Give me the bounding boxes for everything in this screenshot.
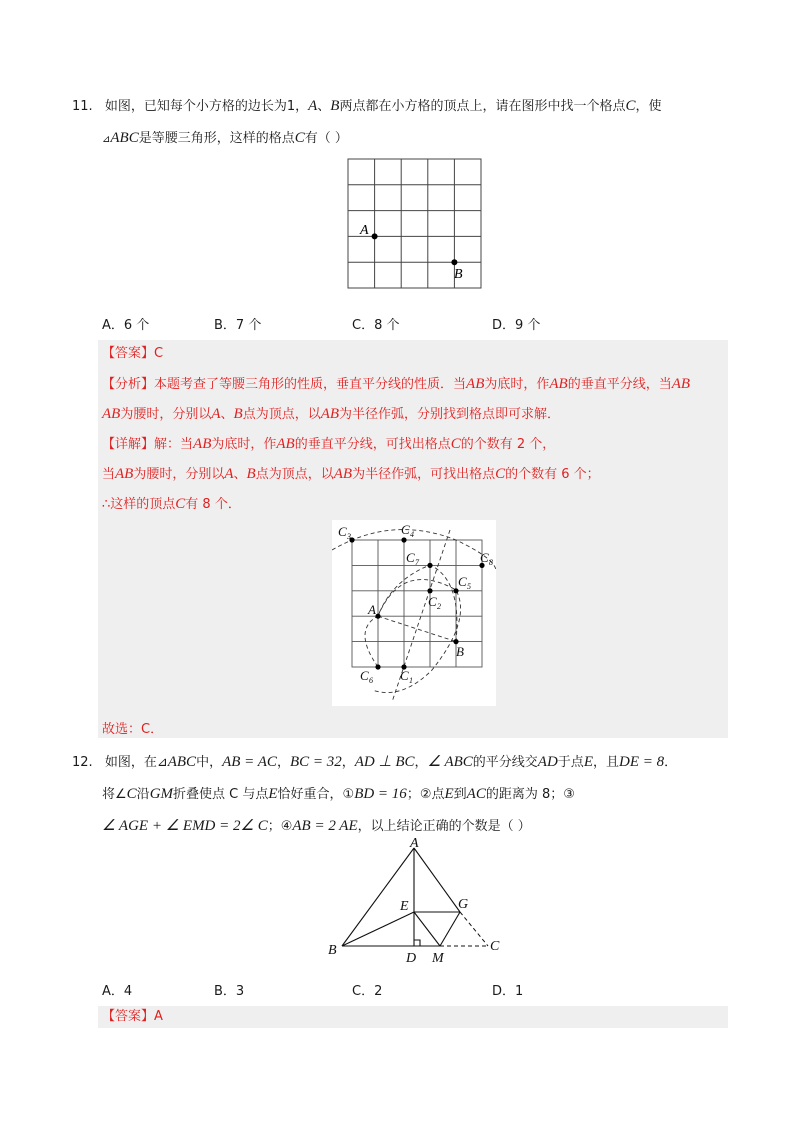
segment-ab: AB xyxy=(320,406,340,422)
segment-gm: GM xyxy=(149,786,174,802)
detail-tag: 【详解】 xyxy=(102,437,155,452)
sub-4: 4 xyxy=(410,530,414,539)
q11-text: 有（ ） xyxy=(304,131,348,146)
q11-option-b[interactable]: B．7 个 xyxy=(214,318,262,333)
q12-text: 的平分线交 xyxy=(472,755,538,770)
q12-abc: ABC xyxy=(167,754,197,770)
q11-analysis-line-2 xyxy=(102,404,560,425)
segment-ab: AB xyxy=(276,436,295,452)
segment-ab: AB xyxy=(671,376,691,392)
point-b-dot xyxy=(451,259,457,265)
segment-ac: AC xyxy=(466,786,486,802)
q12-text: 于点 xyxy=(557,755,584,770)
sol-label-c2: C xyxy=(428,594,437,609)
q12-eq: AD ⊥ BC xyxy=(354,754,415,770)
sub-1: 1 xyxy=(409,676,413,685)
q11-choose: 故选：C． xyxy=(102,722,164,737)
sub-6: 6 xyxy=(369,676,373,685)
detail-text: 点为顶点，以 xyxy=(255,467,334,482)
segment-ab: AB xyxy=(115,466,134,482)
q12-eq: BC = 32 xyxy=(289,754,342,770)
detail-text: 为底时，作 xyxy=(211,437,277,452)
label-b: B xyxy=(454,267,463,282)
sol-label-c6: C xyxy=(360,668,369,683)
analysis-text: 点为顶点，以 xyxy=(242,407,321,422)
q11-text: 是等腰三角形，这样的格点 xyxy=(138,131,295,146)
point-c: C xyxy=(450,436,461,452)
point-e: E xyxy=(268,786,278,802)
point-a: A xyxy=(224,466,234,482)
tri-label-d: D xyxy=(406,951,417,966)
point-b: B xyxy=(233,406,243,422)
q12-eq: AB = 2 AE xyxy=(292,818,358,834)
q12-text: ，且 xyxy=(592,755,619,770)
q11-answer: 【答案】C xyxy=(102,346,164,361)
sub-3: 3 xyxy=(347,532,351,541)
point-a-dot xyxy=(372,233,378,239)
q12-option-b[interactable]: B．3 xyxy=(214,984,245,999)
q12-text: 中， xyxy=(196,755,223,770)
therefore-text: ∴这样的顶点 xyxy=(102,497,176,512)
q12-number: 12. xyxy=(72,755,93,770)
q12-option-d[interactable]: D．1 xyxy=(492,984,524,999)
tri-label-b: B xyxy=(328,943,337,958)
point-e: E xyxy=(444,786,454,802)
label-a: A xyxy=(360,223,369,238)
analysis-text: 为半径作弧，分别找到格点即可求解． xyxy=(339,407,561,422)
segment-ab: AB xyxy=(333,466,353,482)
period: ． xyxy=(664,755,678,770)
q12-text: ；②点 xyxy=(406,787,445,802)
q12-eq: ∠ AGE + ∠ EMD = 2∠ C xyxy=(102,818,268,834)
sub-2: 2 xyxy=(437,602,441,611)
q12-line-3 xyxy=(102,816,531,837)
analysis-text: 本题考查了等腰三角形的性质，垂直平分线的性质．当 xyxy=(154,377,467,392)
q11-analysis-line-1 xyxy=(102,374,690,395)
detail-text: 为腰时，分别以 xyxy=(133,467,225,482)
comma: ， xyxy=(341,755,355,770)
sep: 、 xyxy=(233,467,247,482)
q12-text: 的距离为 8；③ xyxy=(485,787,575,802)
tri-label-e: E xyxy=(400,899,409,914)
q11-abc: ABC xyxy=(110,130,139,146)
sol-label-c1: C xyxy=(400,668,409,683)
sol-label-c5: C xyxy=(458,574,467,589)
tri-label-m: M xyxy=(432,951,444,966)
segment-ab: AB xyxy=(466,376,485,392)
q11-solution-figure xyxy=(332,520,496,706)
point-b: B xyxy=(246,466,256,482)
q11-option-c[interactable]: C．8 个 xyxy=(352,318,400,333)
q12-text: 如图，在⊿ xyxy=(104,755,168,770)
q11-point-c: C xyxy=(294,130,305,146)
q12-text: 沿 xyxy=(136,787,150,802)
q11-text: 两点都在小方格的顶点上，请在图形中找一个格点 xyxy=(339,99,626,114)
q12-eq: BD = 16 xyxy=(354,786,407,802)
q11-sep: 、 xyxy=(317,99,331,114)
q12-text: ，以上结论正确的个数是（ ） xyxy=(357,819,531,834)
q11-text: 如图，已知每个小方格的边长为1， xyxy=(104,99,309,114)
triangle-symbol: ⊿ xyxy=(102,134,111,145)
q12-eq: ∠ ABC xyxy=(427,754,473,770)
segment-ab: AB xyxy=(193,436,212,452)
q12-text: 恰好重合，① xyxy=(277,787,355,802)
q12-option-a[interactable]: A．4 xyxy=(102,984,133,999)
sub-7: 7 xyxy=(415,558,419,567)
triangle-solid-lines xyxy=(342,848,460,946)
q12-triangle-figure xyxy=(322,838,512,966)
triangle-dashed-lines xyxy=(440,912,488,946)
q12-option-c[interactable]: C．2 xyxy=(352,984,383,999)
q11-options xyxy=(102,314,562,334)
q12-text: 折叠使点 C 与点 xyxy=(173,787,269,802)
q11-detail-line-1 xyxy=(102,434,555,455)
segment-ab: AB xyxy=(549,376,568,392)
detail-text: 为半径作弧，可找出格点 xyxy=(352,467,496,482)
sol-label-c7: C xyxy=(406,550,415,565)
sol-label-a: A xyxy=(368,602,376,617)
q11-text: ，使 xyxy=(635,99,662,114)
q12-eq: DE = 8 xyxy=(619,754,665,770)
sep: 、 xyxy=(220,407,234,422)
detail-text: 的个数有 2 个， xyxy=(460,437,556,452)
q11-grid-figure xyxy=(340,154,490,294)
analysis-tag: 【分析】 xyxy=(102,377,155,392)
q11-detail-line-2 xyxy=(102,464,600,485)
tri-label-g: G xyxy=(458,897,469,912)
sol-label-c8: C xyxy=(480,550,489,565)
q12-answer-box xyxy=(98,1006,728,1028)
sol-label-b: B xyxy=(456,644,464,659)
q12-text: 将∠ xyxy=(102,787,127,802)
point-c: C xyxy=(175,496,186,512)
point-c: C xyxy=(126,786,137,802)
q11-number: 11. xyxy=(72,99,93,114)
tri-label-a: A xyxy=(410,838,419,851)
q12-answer: 【答案】A xyxy=(102,1009,163,1024)
segment-ab: AB xyxy=(102,406,121,422)
point-a: A xyxy=(211,406,221,422)
analysis-text: 为腰时，分别以 xyxy=(120,407,212,422)
q11-point-b: B xyxy=(330,98,340,114)
q11-line-2 xyxy=(102,128,348,150)
q12-text: 到 xyxy=(453,787,467,802)
analysis-text: 的垂直平分线，当 xyxy=(567,377,672,392)
q11-therefore-line xyxy=(102,494,241,515)
detail-text: 的个数有 6 个； xyxy=(505,467,600,482)
therefore-text: 有 8 个． xyxy=(185,497,241,512)
detail-text: 的垂直平分线，可找出格点 xyxy=(294,437,451,452)
q11-point-c: C xyxy=(625,98,636,114)
sol-label-c4: C xyxy=(401,522,410,537)
q12-text: ；④ xyxy=(267,819,293,834)
comma: ， xyxy=(414,755,428,770)
sub-5: 5 xyxy=(467,582,471,591)
point-e: E xyxy=(583,754,593,770)
comma: ， xyxy=(276,755,290,770)
q12-eq: AB = AC xyxy=(222,754,277,770)
q12-line-2 xyxy=(102,784,575,805)
q12-options xyxy=(102,980,562,1000)
q11-option-a[interactable]: A．6 个 xyxy=(102,318,150,333)
q11-option-d[interactable]: D．9 个 xyxy=(492,318,541,333)
point-c: C xyxy=(495,466,506,482)
tri-label-c: C xyxy=(490,939,500,954)
q11-line-1 xyxy=(72,96,662,117)
analysis-text: 为底时，作 xyxy=(484,377,550,392)
q11-point-a: A xyxy=(308,98,318,114)
sol-label-c3: C xyxy=(338,524,347,539)
sub-8: 8 xyxy=(489,558,493,567)
detail-text: 解：当 xyxy=(154,437,194,452)
detail-text: 当 xyxy=(102,467,116,482)
q12-line-1 xyxy=(72,752,677,773)
segment-ad: AD xyxy=(537,754,558,770)
